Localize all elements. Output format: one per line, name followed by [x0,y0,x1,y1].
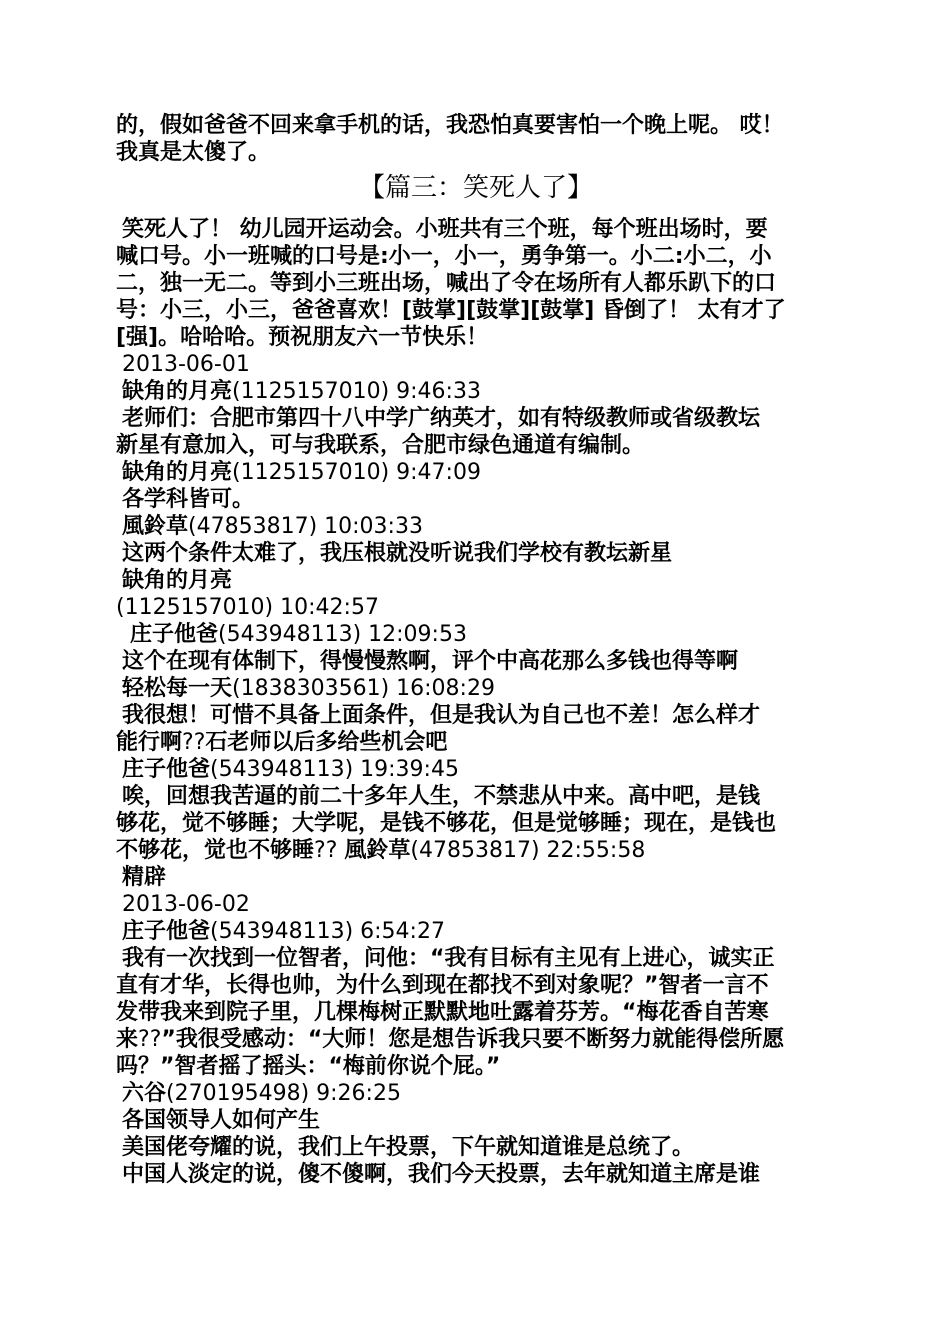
chat-message: 发带我来到院子里，几棵梅树正默默地吐露着芬芳。“梅花香自苦寒 [116,1000,769,1025]
chat-message: 不够花，觉也不够睡?? 風鈴草(47853817) 22:55:58 [116,838,646,863]
chat-message: 新星有意加入，可与我联系，合肥市绿色通道有编制。 [116,433,645,458]
chat-message: 老师们：合肥市第四十八中学广纳英才，如有特级教师或省级教坛 [122,406,761,431]
sender-meta: (47853817) 10:03:33 [188,514,423,539]
sender-meta: (1125157010) 10:42:57 [116,595,379,620]
sender-name: 六谷 [122,1081,167,1106]
sender-name: 庄子他爸 [122,757,211,782]
chat-message: 吗？”智者摇了摇头：“梅前你说个屁。” [116,1054,501,1079]
chat-message: 美国佬夸耀的说，我们上午投票，下午就知道谁是总统了。 [122,1135,695,1160]
chat-date: 2013-06-02 [122,892,250,917]
sender-name: 風鈴草 [122,514,189,539]
sender-name: 缺角的月亮 [122,568,233,593]
chat-message: 这个在现有体制下，得慢慢熬啊，评个中高花那么多钱也得等啊 [122,649,739,674]
chat-message: 直有才华，长得也帅，为什么到现在都找不到对象呢？”智者一言不 [116,973,769,998]
chat-message: 我很想！可惜不具备上面条件，但是我认为自己也不差！怎么样才 [122,703,761,728]
chat-log [116,351,836,1188]
chat-message: 精辟 [122,865,167,890]
chat-message: 中国人淡定的说，傻不傻啊，我们今天投票，去年就知道主席是谁 [122,1162,761,1187]
chat-header [116,756,836,783]
sender-meta: (1838303561) 16:08:29 [232,676,495,701]
document-page [116,112,836,1188]
chat-message: 各学科皆可。 [122,487,255,512]
sender-meta: (543948113) 12:09:53 [218,622,467,647]
chat-date: 2013-06-01 [122,352,250,377]
chat-message: 唉，回想我苦逼的前二十多年人生，不禁悲从中来。高中吧，是钱 [122,784,761,809]
joke-line: 号：小三，小三，爸爸喜欢！[鼓掌][鼓掌][鼓掌] 昏倒了！ 太有才了 [116,298,786,323]
chat-message: 够花，觉不够睡；大学呢，是钱不够花，但是觉够睡；现在，是钱也 [116,811,777,836]
chat-message: 这两个条件太难了，我压根就没听说我们学校有教坛新星 [122,541,673,566]
chat-header [116,918,836,945]
sender-meta: (1125157010) 9:46:33 [232,379,481,404]
sender-meta: (47853817) 22:55:58 [410,838,646,863]
chat-header [116,621,836,648]
sender-meta: (543948113) 6:54:27 [210,919,445,944]
joke-line: 喊口号。小一班喊的口号是:小一，小一，勇争第一。小二:小二，小 [116,244,772,269]
joke-line: 二，独一无二。等到小三班出场，喊出了令在场所有人都乐趴下的口 [116,271,777,296]
chat-message: 我有一次找到一位智者，问他：“我有目标有主见有上进心，诚实正 [122,946,775,971]
chat-header [116,513,836,540]
sender-name: 風鈴草 [344,838,411,863]
sender-name: 缺角的月亮 [122,460,233,485]
chat-header [116,1080,836,1107]
chat-header [116,378,836,405]
chat-message: 能行啊??石老师以后多给些机会吧 [116,730,448,755]
sender-meta: (1125157010) 9:47:09 [232,460,481,485]
joke-paragraph [116,216,836,351]
joke-line: [强]。哈哈哈。预祝朋友六一节快乐！ [116,325,489,350]
joke-line: 笑死人了！ 幼儿园开运动会。小班共有三个班，每个班出场时，要 [122,217,768,242]
chat-message: 各国领导人如何产生 [122,1108,321,1133]
sender-name: 庄子他爸 [122,919,211,944]
intro-line-1: 的，假如爸爸不回来拿手机的话，我恐怕真要害怕一个晚上呢。 哎！ [116,113,784,138]
section-title: 【篇三：笑死人了】 [358,173,593,203]
chat-header [116,675,836,702]
sender-name: 轻松每一天 [122,676,233,701]
sender-meta: (543948113) 19:39:45 [210,757,459,782]
chat-message: 来??”我很受感动：“大师！您是想告诉我只要不断努力就能得偿所愿 [116,1027,785,1052]
chat-header [116,459,836,486]
sender-name: 缺角的月亮 [122,379,233,404]
sender-name: 庄子他爸 [130,622,219,647]
intro-line-2: 我真是太傻了。 [116,140,271,165]
sender-meta: (270195498) 9:26:25 [166,1081,401,1106]
